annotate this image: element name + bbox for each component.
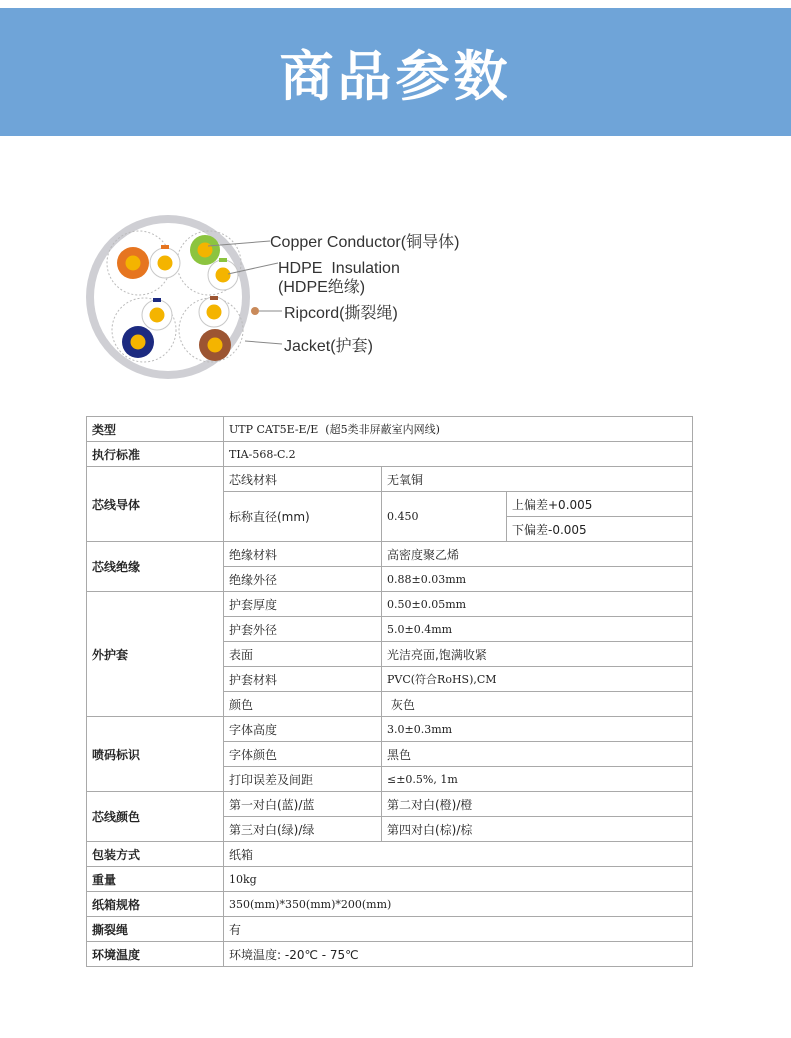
tolerance-upper: 上偏差+0.005: [507, 492, 693, 517]
insulation-od-label: 绝缘外径: [224, 567, 382, 592]
conductor-diameter-label: 标称直径(mm): [224, 492, 382, 542]
marking-row-key: 字体颜色: [224, 742, 382, 767]
conductor-material-label: 芯线材料: [224, 467, 382, 492]
white-orange-conductor: [158, 256, 173, 271]
type-value: UTP CAT5E-E/E (超5类非屏蔽室内网线): [224, 417, 693, 442]
ripcord-label: 撕裂绳: [87, 917, 224, 942]
jacket-label: 外护套: [87, 592, 224, 717]
marking-row-value: 黑色: [382, 742, 693, 767]
packaging-label: 包装方式: [87, 842, 224, 867]
jacket-leader-line: [245, 341, 282, 344]
jacket-row-key: 表面: [224, 642, 382, 667]
carton-value: 350(mm)*350(mm)*200(mm): [224, 892, 693, 917]
weight-label: 重量: [87, 867, 224, 892]
green-conductor: [198, 243, 213, 258]
marking-label: 喷码标识: [87, 717, 224, 792]
jacket-row-key: 护套厚度: [224, 592, 382, 617]
jacket-row-value: 5.0±0.4mm: [382, 617, 693, 642]
table-row: [87, 442, 693, 467]
temperature-label: 环境温度: [87, 942, 224, 967]
ripcord-value: 有: [224, 917, 693, 942]
copper-label: Copper Conductor(铜导体): [270, 234, 460, 251]
temperature-value: 环境温度: -20℃ - 75℃: [224, 942, 693, 967]
blue-conductor: [131, 335, 146, 350]
spec-table: [86, 416, 693, 967]
table-row: [87, 892, 693, 917]
standard-label: 执行标准: [87, 442, 224, 467]
marking-row-key: 打印误差及间距: [224, 767, 382, 792]
green-stripe: [219, 258, 227, 262]
conductor-material-value: 无氧铜: [382, 467, 693, 492]
packaging-value: 纸箱: [224, 842, 693, 867]
weight-value: 10kg: [224, 867, 693, 892]
table-row: [87, 842, 693, 867]
jacket-row-value: PVC(符合RoHS),CM: [382, 667, 693, 692]
header-banner: [0, 8, 791, 136]
white-blue-conductor: [150, 308, 165, 323]
ripcord-label: Ripcord(撕裂绳): [284, 305, 398, 322]
orange-stripe: [161, 245, 169, 249]
insulation-material-label: 绝缘材料: [224, 542, 382, 567]
page-title: 商品参数: [279, 44, 512, 108]
table-row: [87, 792, 693, 817]
ripcord-dot: [251, 307, 259, 315]
hdpe-label-line2: (HDPE绝缘): [278, 279, 366, 296]
marking-row-value: ≤±0.5%, 1m: [382, 767, 693, 792]
white-brown-conductor: [207, 305, 222, 320]
conductor-diameter-value: 0.450: [382, 492, 507, 542]
standard-value: TIA-568-C.2: [224, 442, 693, 467]
jacket-row-value: 灰色: [382, 692, 693, 717]
carton-label: 纸箱规格: [87, 892, 224, 917]
marking-row-key: 字体高度: [224, 717, 382, 742]
blue-stripe: [153, 298, 161, 302]
core-color-pair4: 第四对白(棕)/棕: [382, 817, 693, 842]
brown-stripe: [210, 296, 218, 300]
insulation-material-value: 高密度聚乙烯: [382, 542, 693, 567]
jacket-row-value: 光洁亮面,饱满收紧: [382, 642, 693, 667]
table-row: [87, 942, 693, 967]
core-color-pair1: 第一对白(蓝)/蓝: [224, 792, 382, 817]
insulation-label: 芯线绝缘: [87, 542, 224, 592]
table-row: [87, 867, 693, 892]
table-row: [87, 917, 693, 942]
jacket-row-key: 护套外径: [224, 617, 382, 642]
conductor-label: 芯线导体: [87, 467, 224, 542]
tolerance-lower: 下偏差-0.005: [507, 517, 693, 542]
table-row: [87, 592, 693, 617]
table-row: [87, 467, 693, 492]
insulation-od-value: 0.88±0.03mm: [382, 567, 693, 592]
table-row: [87, 717, 693, 742]
cable-diagram-svg: [80, 195, 520, 400]
jacket-row-key: 颜色: [224, 692, 382, 717]
jacket-row-value: 0.50±0.05mm: [382, 592, 693, 617]
core-color-pair3: 第三对白(绿)/绿: [224, 817, 382, 842]
hdpe-label-line1: HDPE Insulation: [278, 260, 400, 277]
cable-cross-section-diagram: [80, 195, 520, 400]
marking-row-value: 3.0±0.3mm: [382, 717, 693, 742]
type-label: 类型: [87, 417, 224, 442]
core-color-label: 芯线颜色: [87, 792, 224, 842]
jacket-row-key: 护套材料: [224, 667, 382, 692]
core-color-pair2: 第二对白(橙)/橙: [382, 792, 693, 817]
table-row: [87, 542, 693, 567]
jacket-label: Jacket(护套): [284, 338, 373, 355]
table-row: [87, 417, 693, 442]
white-green-conductor: [216, 268, 231, 283]
orange-conductor: [126, 256, 141, 271]
brown-conductor: [208, 338, 223, 353]
